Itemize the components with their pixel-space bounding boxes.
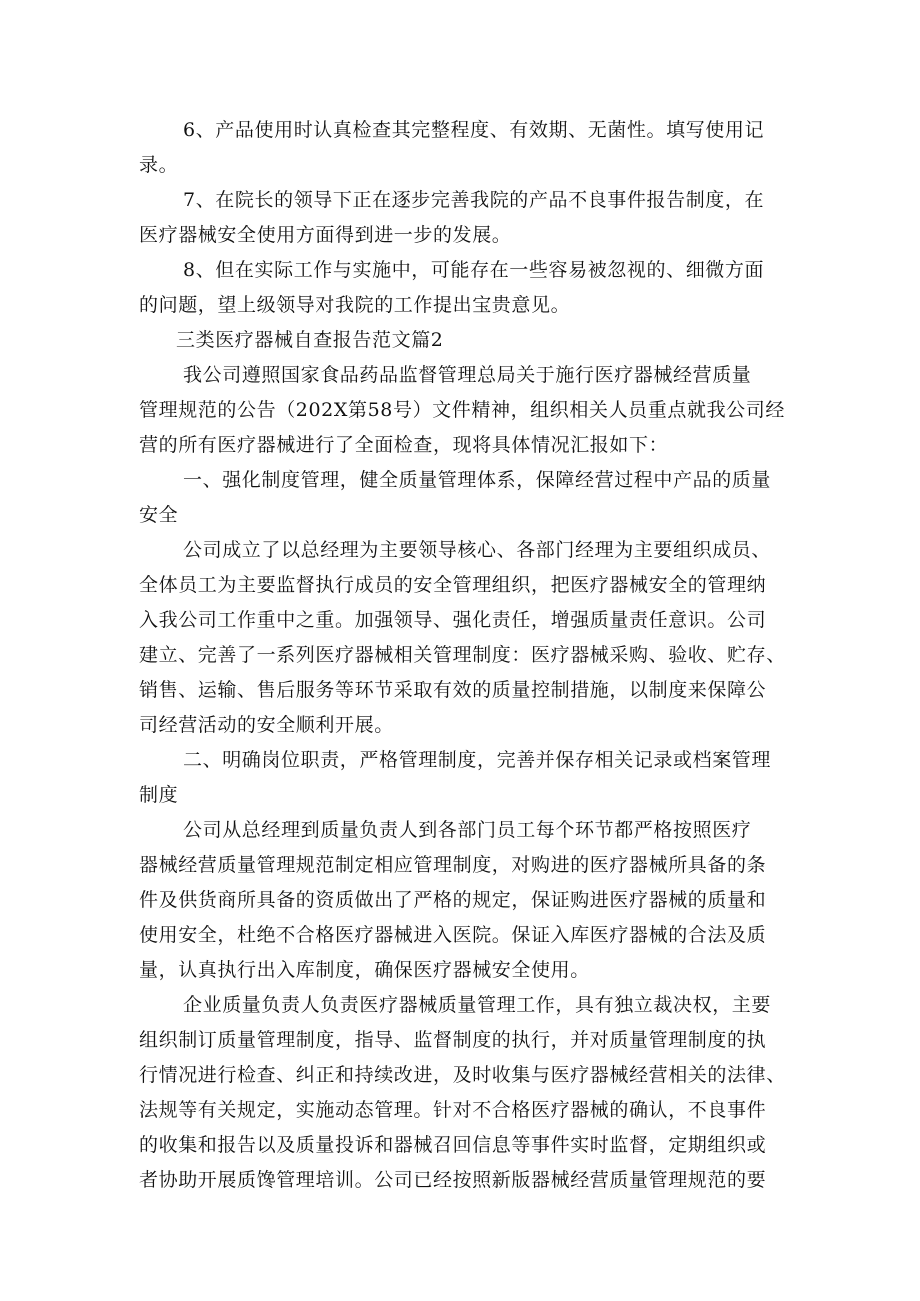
section-heading: 三类医疗器械自查报告范文篇2 [176,329,444,351]
text-line: 全体员工为主要监督执行成员的安全管理组织，把医疗器械安全的管理纳 [139,574,767,596]
text-line: 组织制订质量管理制度，指导、监督制度的执行，并对质量管理制度的执 [139,1029,767,1051]
text-line: 医疗器械安全使用方面得到进一步的发展。 [139,224,512,246]
text-line: 器械经营质量管理规范制定相应管理制度，对购进的医疗器械所具备的条 [139,854,767,876]
text-line: 的问题，望上级领导对我院的工作提出宝贵意见。 [139,294,571,316]
text-line: 使用安全，杜绝不合格医疗器械进入医院。保证入库医疗器械的合法及质 [139,924,767,946]
text-line: 者协助开展质馋管理培训。公司已经按照新版器械经营质量管理规范的要 [139,1169,767,1191]
text-line: 公司从总经理到质量负责人到各部门员工每个环节都严格按照医疗 [183,819,752,841]
text-line: 销售、运输、售后服务等环节采取有效的质量控制措施，以制度来保障公 [139,679,767,701]
subheading: 二、明确岗位职责，严格管理制度，完善并保存相关记录或档案管理 [183,749,772,771]
text-line: 7、在院长的领导下正在逐步完善我院的产品不良事件报告制度，在 [183,189,765,211]
text-line: 公司成立了以总经理为主要领导核心、各部门经理为主要组织成员、 [183,539,772,561]
text-line: 我公司遵照国家食品药品监督管理总局关于施行医疗器械经营质量 [183,364,752,386]
text-line: 企业质量负责人负责医疗器械质量管理工作，具有独立裁决权，主要 [183,994,772,1016]
text-line: 法规等有关规定，实施动态管理。针对不合格医疗器械的确认，不良事件 [139,1099,767,1121]
text-line: 量，认真执行出入库制度，确保医疗器械安全使用。 [139,959,590,981]
text-line: 6、产品使用时认真检查其完整程度、有效期、无菌性。填写使用记 [183,119,765,141]
text-line: 营的所有医疗器械进行了全面检查，现将具体情况汇报如下： [139,434,669,456]
subheading: 一、强化制度管理，健全质量管理体系，保障经营过程中产品的质量 [183,469,772,491]
text-line: 件及供货商所具备的资质做出了严格的规定，保证购进医疗器械的质量和 [139,889,767,911]
text-line: 行情况进行检查、纠正和持续改进，及时收集与医疗器械经营相关的法律、 [139,1064,786,1086]
subheading: 制度 [139,784,179,806]
text-line: 建立、完善了一系列医疗器械相关管理制度：医疗器械采购、验收、贮存、 [139,644,786,666]
text-line: 8、但在实际工作与实施中，可能存在一些容易被忽视的、细微方面 [183,259,765,281]
text-line: 司经营活动的安全顺利开展。 [139,714,394,736]
text-line: 入我公司工作重中之重。加强领导、强化责任，增强质量责任意识。公司 [139,609,767,631]
text-line: 录。 [139,154,179,176]
text-line: 管理规范的公告（202X第58号）文件精神，组织相关人员重点就我公司经 [139,399,785,421]
subheading: 安全 [139,504,179,526]
text-line: 的收集和报告以及质量投诉和器械召回信息等事件实时监督，定期组织或 [139,1134,767,1156]
